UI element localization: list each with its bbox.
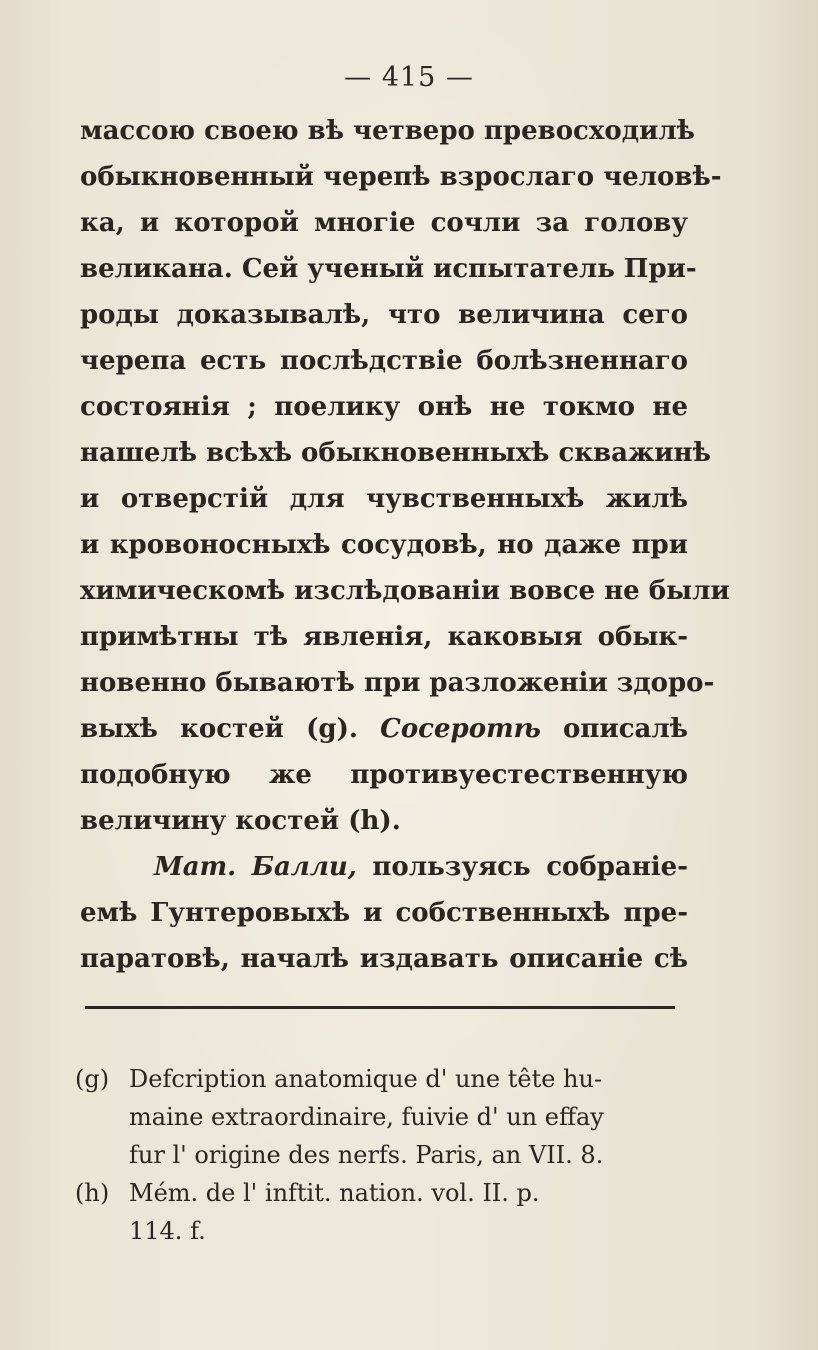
text-line: состоянія ; поелику онѣ не токмо не: [80, 392, 688, 422]
footnote-text: fur l' origine des nerfs. Paris, an VII. 8.: [129, 1141, 604, 1169]
footnote-g: [75, 1060, 695, 1098]
text-line: подобную же противуестественную: [80, 760, 688, 790]
text-line: химическомѣ изслѣдованіи вовсе не были: [80, 576, 730, 606]
text-line: примѣтны тѣ явленія, каковыя обык-: [80, 622, 688, 652]
text-line: новенно бываютѣ при разложеніи здоро-: [80, 668, 715, 698]
text-line-14: [80, 706, 688, 752]
footnote-text: Defcription anatomique d' une tête hu-: [129, 1065, 603, 1093]
text-line: массою своею вѣ четверо превосходилѣ: [80, 116, 695, 146]
text-line: великана. Сей ученый испытатель При-: [80, 254, 697, 284]
paragraph-start-line: [80, 844, 688, 890]
paragraph-end-line: величину костей (h).: [80, 806, 401, 836]
text-line: обыкновенный черепѣ взрослаго человѣ-: [80, 162, 722, 192]
author-name-balli: Мат. Балли,: [154, 852, 357, 882]
body-text: [80, 108, 730, 982]
text-line: нашелѣ всѣхѣ обыкновенныхѣ скважинѣ: [80, 438, 711, 468]
text-line: черепа есть послѣдствіе болѣзненнаго: [80, 346, 688, 376]
text-line: и кровоносныхѣ сосудовѣ, но даже при: [80, 530, 688, 560]
footnote-label: (g): [75, 1065, 110, 1093]
author-name-soseros: Сосеротѣ: [380, 714, 541, 744]
footnote-text: Mém. de l' inftit. nation. vol. II. p.: [129, 1179, 540, 1207]
line14-before: выхѣ костей (g).: [80, 714, 381, 744]
footnote-text: 114. f.: [129, 1217, 206, 1245]
footnote-label: (h): [75, 1179, 110, 1207]
footnotes: [75, 1060, 695, 1250]
line14-after: описалѣ: [540, 714, 689, 744]
footnote-h: [75, 1174, 695, 1212]
text-line: и отверстій для чувственныхѣ жилѣ: [80, 484, 688, 514]
text-line: роды доказывалѣ, что величина сего: [80, 300, 688, 330]
footnote-divider: [85, 1006, 675, 1009]
footnote-text: maine extraordinaire, fuivie d' un effay: [129, 1103, 604, 1131]
line17-after: пользуясь собраніе-: [356, 852, 688, 882]
text-line: ка, и которой многіе сочли за голову: [80, 208, 688, 238]
text-line: емѣ Гунтеровыхѣ и собственныхѣ пре-: [80, 898, 688, 928]
page-number: — 415 —: [344, 62, 474, 93]
text-line: паратовѣ, началѣ издавать описаніе сѣ: [80, 944, 688, 974]
